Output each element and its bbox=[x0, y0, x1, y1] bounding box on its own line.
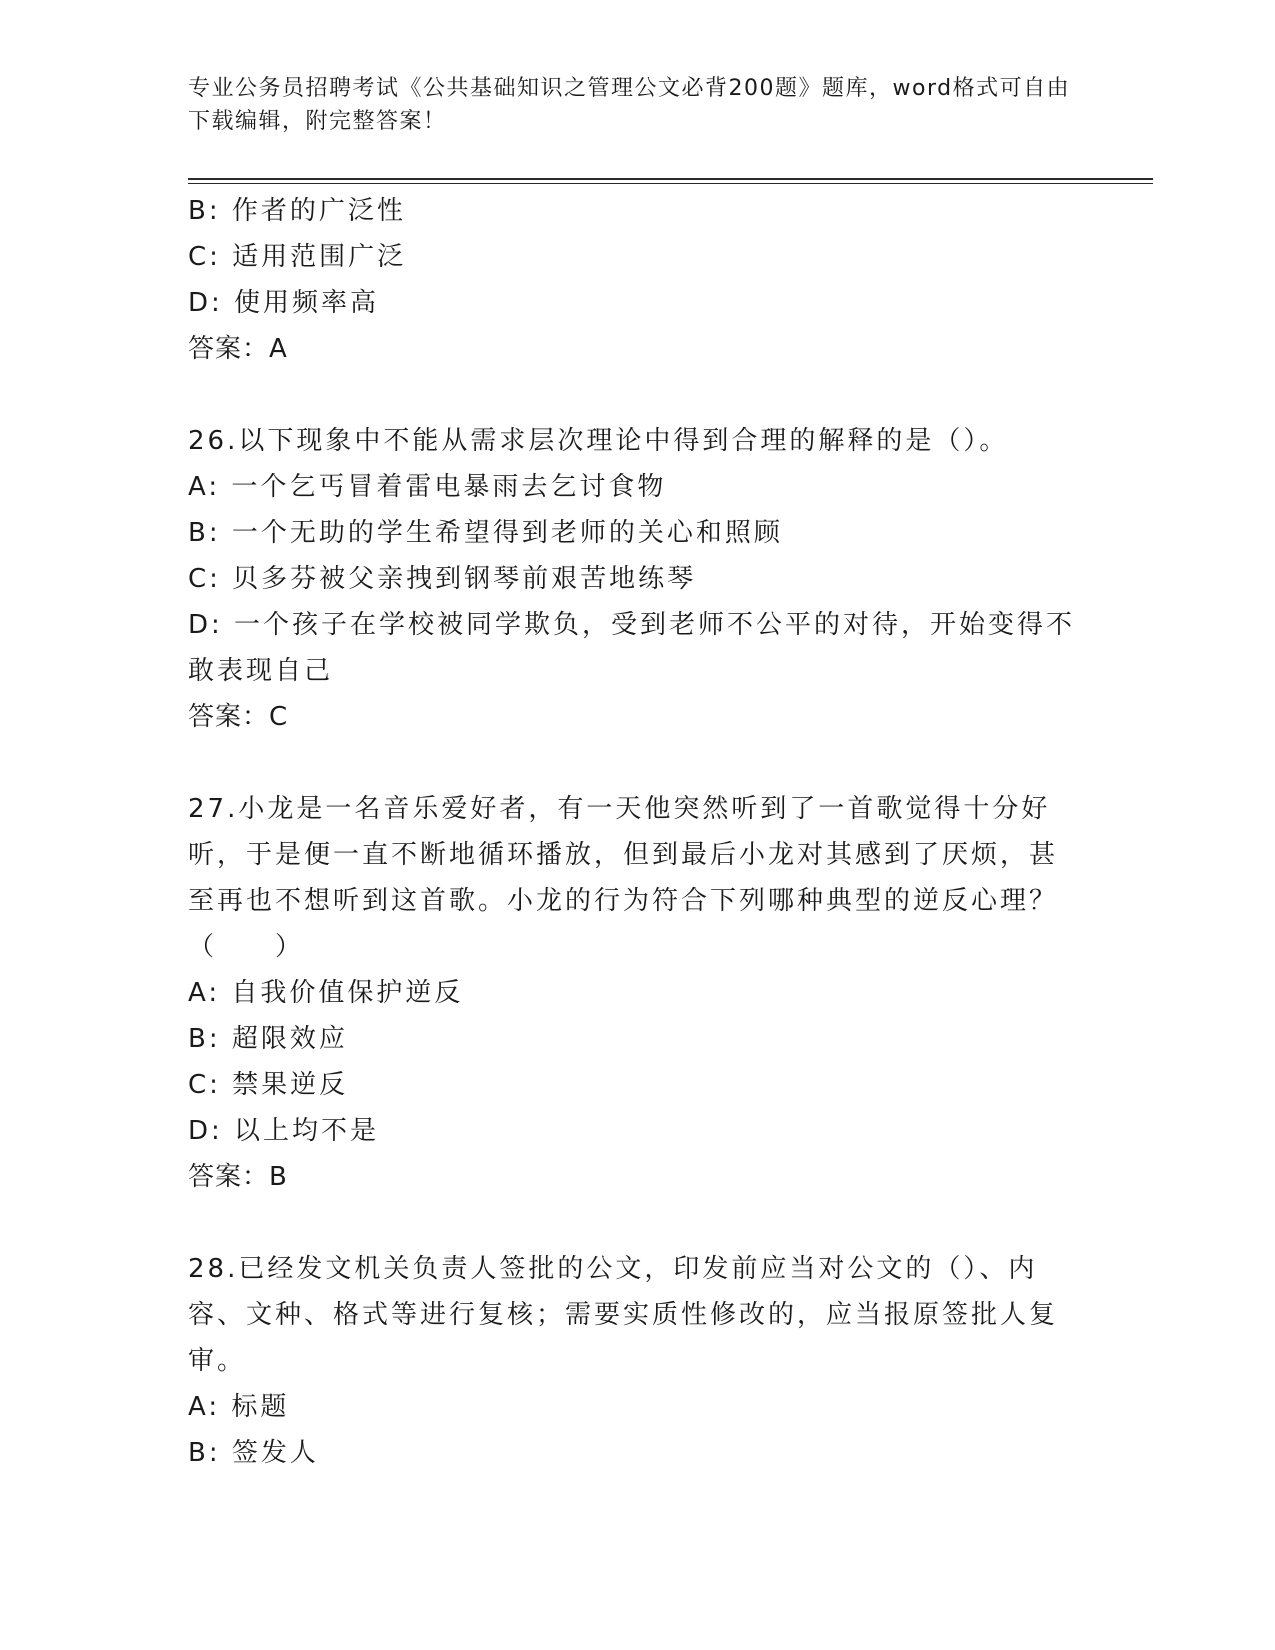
question-27 bbox=[188, 786, 1088, 1200]
answer: 答案：B bbox=[188, 1162, 288, 1192]
question-content bbox=[188, 188, 1088, 1476]
document-header: 专业公务员招聘考试《公共基础知识之管理公文必背200题》题库，word格式可自由下载编辑，附完整答案！ bbox=[188, 76, 1071, 134]
option-c: C: 适用范围广泛 bbox=[188, 242, 407, 272]
question-text: 26.以下现象中不能从需求层次理论中得到合理的解释的是（）。 bbox=[188, 426, 1009, 456]
option-a: A: 自我价值保护逆反 bbox=[188, 978, 464, 1008]
header-rule bbox=[188, 178, 1153, 180]
question-28 bbox=[188, 1246, 1088, 1476]
answer: 答案：C bbox=[188, 702, 289, 732]
option-b: B: 一个无助的学生希望得到老师的关心和照顾 bbox=[188, 518, 783, 548]
option-b: B: 作者的广泛性 bbox=[188, 196, 406, 226]
option-a: A: 一个乞丐冒着雷电暴雨去乞讨食物 bbox=[188, 472, 667, 502]
prev-question-block bbox=[188, 188, 1088, 372]
option-d: D: 使用频率高 bbox=[188, 288, 380, 318]
question-text: 28.已经发文机关负责人签批的公文，印发前应当对公文的（）、内容、文种、格式等进行复核；需要实质性修改的，应当报原签批人复审。 bbox=[188, 1254, 1059, 1376]
option-a: A: 标题 bbox=[188, 1392, 290, 1422]
question-26 bbox=[188, 418, 1088, 740]
option-c: C: 贝多芬被父亲拽到钢琴前艰苦地练琴 bbox=[188, 564, 697, 594]
header-rule-thin bbox=[188, 183, 1153, 184]
option-b: B: 超限效应 bbox=[188, 1024, 348, 1054]
answer: 答案：A bbox=[188, 334, 288, 364]
option-d: D: 一个孩子在学校被同学欺负，受到老师不公平的对待，开始变得不敢表现自己 bbox=[188, 610, 1076, 686]
question-text: 27.小龙是一名音乐爱好者，有一天他突然听到了一首歌觉得十分好听，于是便一直不断地循环播放，但到最后小龙对其感到了厌烦，甚至再也不想听到这首歌。小龙的行为符合下列哪种典型的逆反心理？（ ） bbox=[188, 794, 1059, 962]
option-c: C: 禁果逆反 bbox=[188, 1070, 349, 1100]
option-d: D: 以上均不是 bbox=[188, 1116, 380, 1146]
option-b: B: 签发人 bbox=[188, 1438, 319, 1468]
